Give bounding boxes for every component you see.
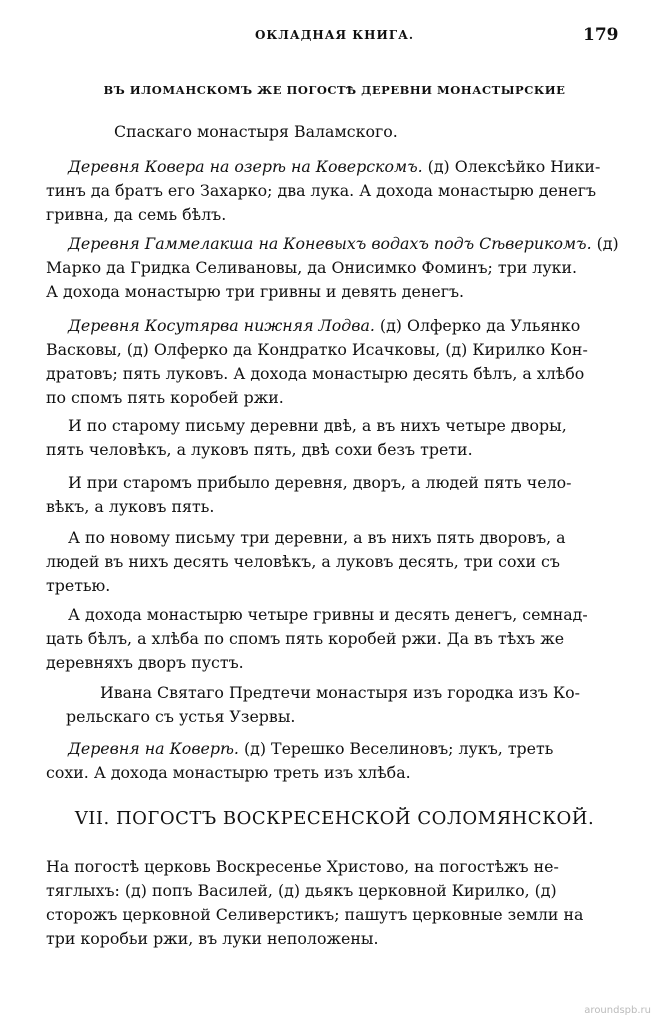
paragraph-line: (д) Олексѣйко Ники- (427, 157, 601, 176)
paragraph-line: А дохода монастырю три гривны и девять денегъ. (46, 282, 465, 301)
paragraph-line: сторожъ церковной Селиверстикъ; пашутъ церковные земли на (46, 905, 584, 924)
paragraph-line: пять человѣкъ, а луковъ пять, двѣ сохи безъ трети. (46, 440, 473, 459)
village-name: Деревня Ковера на озерѣ на Коверскомъ. (68, 157, 423, 176)
village-name: Деревня на Коверѣ. (68, 739, 239, 758)
paragraph-added (46, 471, 616, 519)
paragraph-line: (д) Олферко да Ульянко (379, 316, 581, 335)
paragraph-line: Васковы, (д) Олферко да Кондратко Исачковы, (д) Кирилко Кон- (46, 340, 588, 359)
section-title: VII. ПОГОСТЪ ВОСКРЕСЕНСКОЙ СОЛОМЯНСКОЙ. (74, 808, 595, 829)
watermark: aroundspb.ru (584, 1005, 651, 1016)
sub-heading: ВЪ ИЛОМАНСКОМЪ ЖЕ ПОГОСТѢ ДЕРЕВНИ МОНАСТЫРСКИЕ (103, 83, 566, 97)
running-head: ОКЛАДНАЯ КНИГА. (254, 28, 415, 42)
paragraph-line: Ивана Святаго Предтечи монастыря изъ городка изъ Ко- (100, 683, 580, 702)
village-name: Деревня Косутярва нижняя Лодва. (68, 316, 375, 335)
paragraph-gammelaksha (46, 232, 619, 304)
paragraph-old-census (46, 414, 616, 462)
paragraph-line: людей въ нихъ десять человѣкъ, а луковъ десять, три сохи съ (46, 552, 560, 571)
paragraph-line: А дохода монастырю четыре гривны и десять денегъ, семнад- (68, 605, 588, 624)
paragraph-line: три коробьи ржи, въ луки неположены. (46, 929, 379, 948)
paragraph-line: (д) (596, 234, 619, 253)
village-name: Деревня Гаммелакша на Коневыхъ водахъ подъ Сѣверикомъ. (68, 234, 592, 253)
paragraph-line: Спаскаго монастыря Валамского. (114, 122, 398, 141)
paragraph-kosutyarva (46, 314, 616, 410)
paragraph-monastery-spassky (46, 120, 616, 144)
paragraph-line: третью. (46, 576, 111, 595)
paragraph-line: рельскаго съ устья Узервы. (66, 707, 296, 726)
paragraph-pogost (46, 855, 616, 951)
paragraph-new-census (46, 526, 616, 598)
paragraph-kovera (46, 155, 616, 227)
paragraph-line: (д) Терешко Веселиновъ; лукъ, треть (243, 739, 554, 758)
paragraph-line: тяглыхъ: (д) попъ Василей, (д) дьякъ церковной Кирилко, (д) (46, 881, 557, 900)
paragraph-line: тинъ да братъ его Захарко; два лука. А дохода монастырю денегъ (46, 181, 597, 200)
paragraph-kovera-village (46, 737, 616, 785)
paragraph-line: деревняхъ дворъ пустъ. (46, 653, 244, 672)
paragraph-line: И при старомъ прибыло деревня, дворъ, а людей пять чело- (68, 473, 572, 492)
paragraph-line: вѣкъ, а луковъ пять. (46, 497, 215, 516)
paragraph-line: На погостѣ церковь Воскресенье Христово, на погостѣжъ не- (46, 857, 559, 876)
paragraph-line: А по новому письму три деревни, а въ нихъ пять дворовъ, а (68, 528, 566, 547)
paragraph-line: Марко да Гридка Селивановы, да Онисимко Фоминъ; три луки. (46, 258, 578, 277)
paragraph-line: И по старому письму деревни двѣ, а въ нихъ четыре дворы, (68, 416, 567, 435)
paragraph-line: гривна, да семь бѣлъ. (46, 205, 227, 224)
page-number: 179 (583, 25, 619, 45)
paragraph-line: цать бѣлъ, а хлѣба по спомъ пять коробей ржи. Да въ тѣхъ же (46, 629, 565, 648)
paragraph-line: дратовъ; пять луковъ. А дохода монастырю десять бѣлъ, а хлѣбо (46, 364, 585, 383)
paragraph-line: по спомъ пять коробей ржи. (46, 388, 284, 407)
paragraph-ivan-monastery (46, 681, 616, 729)
paragraph-revenue (46, 603, 616, 675)
paragraph-line: сохи. А дохода монастырю треть изъ хлѣба. (46, 763, 411, 782)
